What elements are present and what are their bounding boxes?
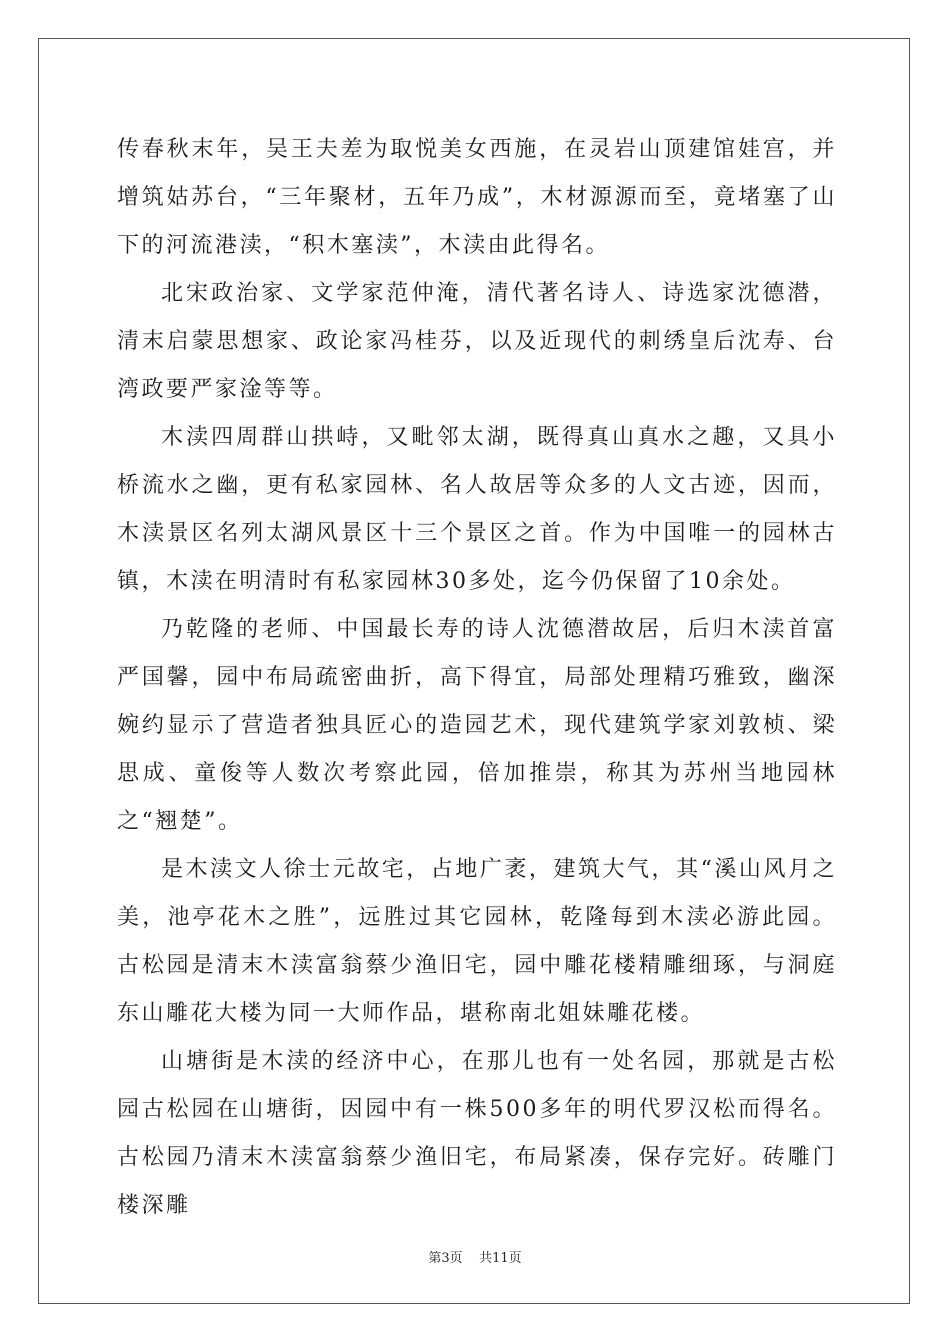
paragraph: 北宋政治家、文学家范仲淹，清代著名诗人、诗选家沈德潜，清末启蒙思想家、政论家冯桂芬，以及近现代的刺绣皇后沈寿、台湾政要严家淦等等。 bbox=[117, 281, 837, 402]
paragraph: 山塘街是木渎的经济中心，在那儿也有一处名园，那就是古松园古松园在山塘街，因园中有一株500多年的明代罗汉松而得名。古松园乃清末木渎富翁蔡少渔旧宅，布局紧凑，保存完好。砖雕门楼深雕 bbox=[117, 1049, 837, 1218]
paragraph: 传春秋末年，吴王夫差为取悦美女西施，在灵岩山顶建馆娃宫，并增筑姑苏台，“三年聚材，五年乃成”，木材源源而至，竟堵塞了山下的河流港渎，“积木塞渎”，木渎由此得名。 bbox=[117, 137, 837, 258]
page-number-footer: 第3页 共11页 bbox=[428, 1251, 522, 1266]
document-body bbox=[117, 126, 837, 1230]
paragraph: 木渎四周群山拱峙，又毗邻太湖，既得真山真水之趣，又具小桥流水之幽，更有私家园林、名人故居等众多的人文古迹，因而，木渎景区名列太湖风景区十三个景区之首。作为中国唯一的园林古镇，木渎在明清时有私家园林30多处，迄今仍保留了10余处。 bbox=[117, 425, 837, 594]
paragraph: 是木渎文人徐士元故宅，占地广袤，建筑大气，其“溪山风月之美，池亭花木之胜”，远胜过其它园林，乾隆每到木渎必游此园。古松园是清末木渎富翁蔡少渔旧宅，园中雕花楼精雕细琢，与洞庭东山雕花大楼为同一大师作品，堪称南北姐妹雕花楼。 bbox=[117, 857, 837, 1026]
paragraph: 乃乾隆的老师、中国最长寿的诗人沈德潜故居，后归木渎首富严国馨，园中布局疏密曲折，高下得宜，局部处理精巧雅致，幽深婉约显示了营造者独具匠心的造园艺术，现代建筑学家刘敦桢、梁思成、童俊等人数次考察此园，倍加推崇，称其为苏州当地园林之“翘楚”。 bbox=[117, 617, 837, 834]
